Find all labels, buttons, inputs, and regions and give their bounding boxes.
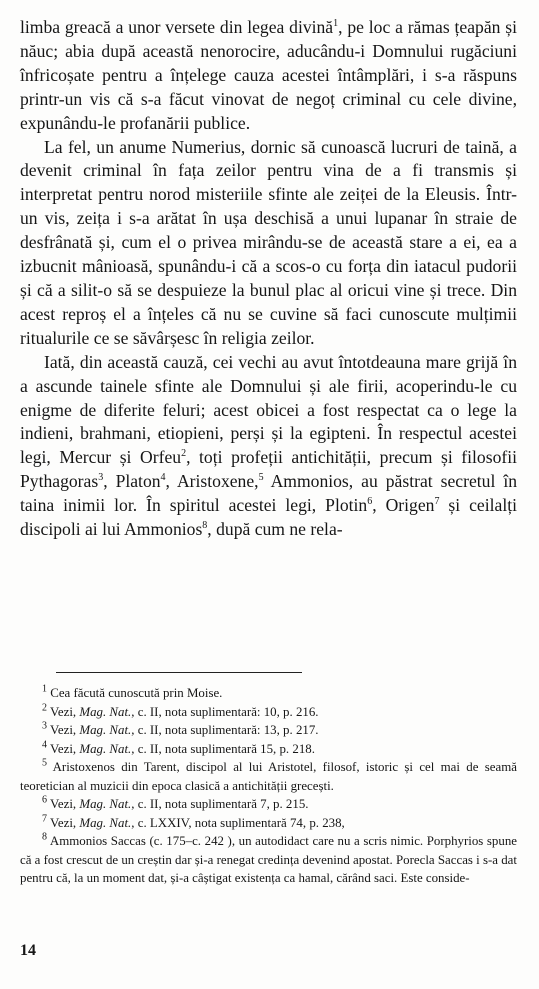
footnote-reference: 6 bbox=[367, 496, 373, 508]
text-run: , Aristoxene, bbox=[165, 471, 259, 492]
footnote-text: Vezi, Mag. Nat., c. LXXIV, nota suplimentară 74, p. 238, bbox=[50, 815, 345, 830]
body-paragraph bbox=[20, 351, 517, 542]
text-run: , Platon bbox=[103, 471, 161, 492]
footnote-reference: 2 bbox=[181, 448, 187, 460]
footnote-reference: 4 bbox=[160, 472, 166, 484]
footnote bbox=[20, 795, 517, 814]
text-run: limba greacă a unor versete din legea divină bbox=[20, 17, 334, 37]
text-run: , Origen bbox=[372, 495, 435, 516]
text-run: , pe loc a rămas țeapăn și năuc; abia după această nenorocire, aducându-i Domnului rugăciuni înfricoșate pentru a înțelege cauza acestei întâmplări, i s-a răspuns printr-un vis că s-a făcut vinovat de negoț criminal cu cele divine, expunându-le profanării publice. bbox=[20, 17, 517, 133]
footnotes bbox=[20, 684, 517, 888]
footnote-text: Aristoxenos din Tarent, discipol al lui Aristotel, filosof, istoric și cel mai de seamă teoretician al muzicii din epoca clasică a antichității grecești. bbox=[20, 760, 517, 793]
footnote-text: Vezi, Mag. Nat., c. II, nota suplimentară: 13, p. 217. bbox=[50, 723, 319, 737]
footnote bbox=[20, 740, 517, 759]
footnote-number: 4 bbox=[42, 739, 47, 751]
footnote-reference: 3 bbox=[98, 472, 104, 484]
footnote-text: Vezi, Mag. Nat., c. II, nota suplimentară 7, p. 215. bbox=[50, 797, 309, 811]
footnote-number: 8 bbox=[42, 831, 47, 843]
footnote-reference: 1 bbox=[333, 18, 339, 30]
footnote-separator bbox=[56, 672, 302, 673]
text-run: Iată, din această cauză, cei vechi au avut întotdeauna mare grijă în a ascunde tainele sfinte ale Domnului și ale firii, acoperindu-le cu enigme de diferite feluri; acest obicei a fost respectat ca o lege la indieni, brahmani, etiopieni, perși și la egipteni. În respectul acestei legi, Mercur și Orfeu bbox=[20, 351, 517, 468]
footnote bbox=[20, 758, 517, 795]
footnote-number: 3 bbox=[42, 720, 47, 732]
footnote-text: Cea făcută cunoscută prin Moise. bbox=[50, 686, 223, 700]
footnote-number: 7 bbox=[42, 813, 47, 825]
footnote bbox=[20, 832, 517, 888]
footnote-text: Vezi, Mag. Nat., c. II, nota suplimentară: 10, p. 216. bbox=[50, 704, 319, 719]
body-paragraph bbox=[20, 136, 517, 351]
footnote-reference: 8 bbox=[202, 520, 208, 532]
text-run: , toți profeții antichității, precum și filosofii Pythagoras bbox=[20, 447, 517, 492]
text-run: , după cum ne rela- bbox=[207, 519, 343, 540]
footnote-number: 5 bbox=[42, 757, 47, 769]
text-run: și ceilalți discipoli ai lui Ammonios bbox=[20, 495, 517, 540]
main-text bbox=[20, 16, 517, 542]
footnote-reference: 7 bbox=[434, 496, 440, 508]
footnote bbox=[20, 703, 517, 722]
page-number: 14 bbox=[20, 942, 36, 959]
footnote bbox=[20, 721, 517, 740]
text-run: La fel, un anume Numerius, dornic să cunoască lucruri de taină, a devenit criminal în fața zeilor pentru vina de a fi transmis și interpretat pentru norod misteriile sfinte ale zeiței de la Eleusis. Într-un vis, zeița i s-a arătat în ușa deschisă a unui lupanar în straie de desfrânată și, cum el o privea mirându-se de această stare a ei, ea a izbucnit mânioasă, spunându-i că a scos-o cu forța din iatacul pudorii și că a silit-o să se despuieze la bunul plac al oricui vine și trece. Din acest reproș el a înțeles că nu se cuvine să faci cunoscute mulțimii ritualurile ce se săvârșesc în religia zeilor. bbox=[20, 136, 517, 348]
footnote bbox=[20, 684, 517, 703]
footnote-number: 1 bbox=[42, 683, 47, 695]
footnote-text: Ammonios Saccas (c. 175–c. 242 ), un autodidact care nu a scris nimic. Porphyrios spune că a fost crescut de un creștin dar și-a renegat credința devenind apostat. Porecla Saccas i s-a dat pentru că, la un moment dat, și-a câștigat existența ca hamal, cărând saci. Este conside- bbox=[20, 834, 517, 885]
footnote-text: Vezi, Mag. Nat., c. II, nota suplimentară 15, p. 218. bbox=[50, 741, 315, 756]
footnote-number: 2 bbox=[42, 702, 47, 714]
footnote-number: 6 bbox=[42, 794, 47, 806]
body-paragraph bbox=[20, 16, 517, 136]
footnote bbox=[20, 814, 517, 833]
footnote-reference: 5 bbox=[258, 472, 264, 484]
text-run: Ammonios, au păstrat secretul în taina inimii lor. În spiritul acestei legi, Plotin bbox=[20, 471, 518, 516]
